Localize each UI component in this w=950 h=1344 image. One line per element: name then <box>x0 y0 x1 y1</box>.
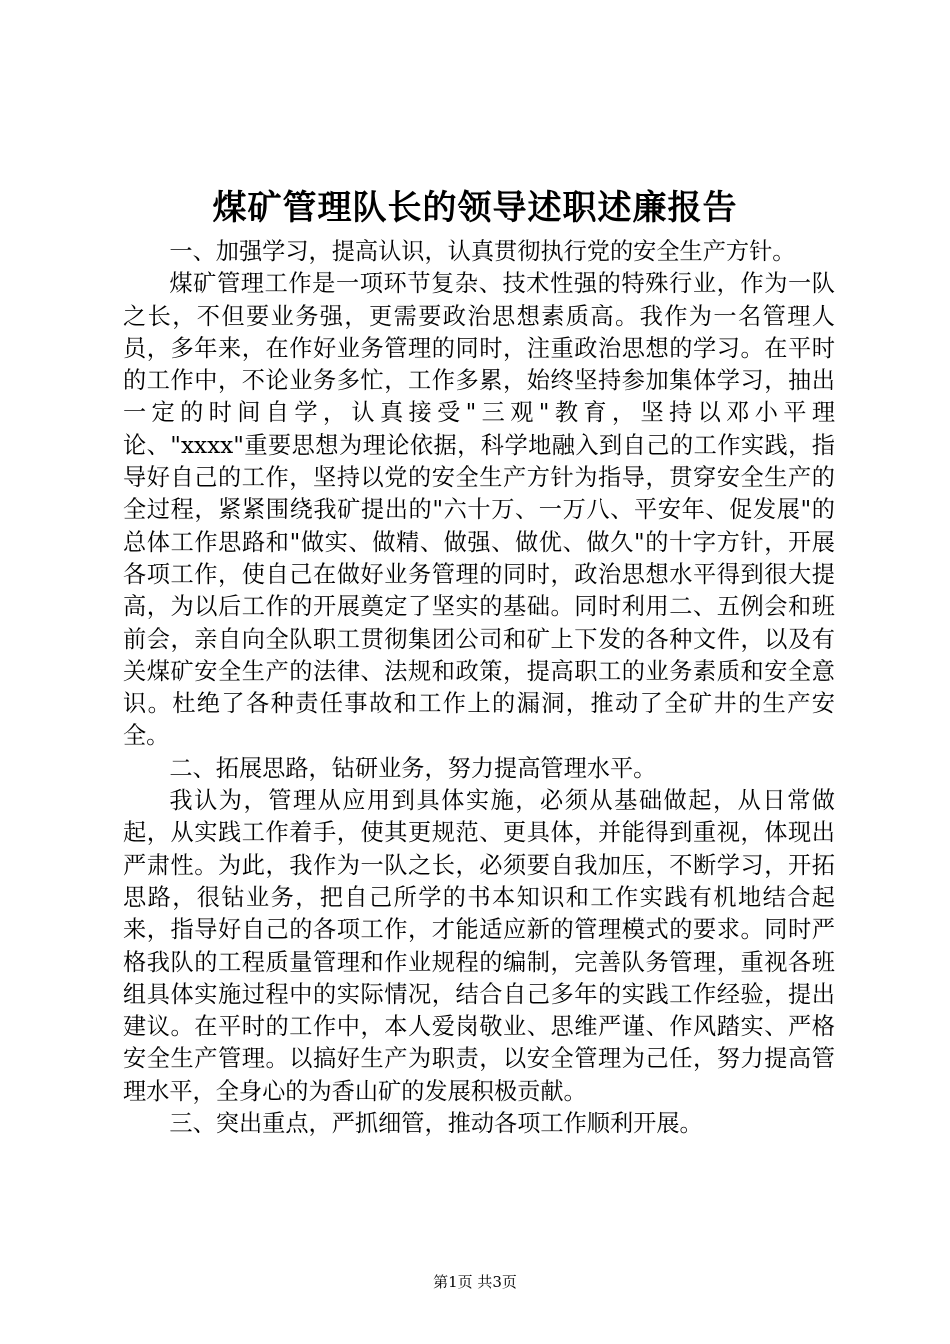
body-paragraph-2: 我认为，管理从应用到具体实施，必须从基础做起，从日常做起，从实践工作着手，使其更规范、更具体，并能得到重视，体现出严肃性。为此，我作为一队之长，必须要自我加压，不断学习，开拓思路，很钻业务，把自己所学的书本知识和工作实践有机地结合起来，指导好自己的各项工作，才能适应新的管理模式的要求。同时严格我队的工程质量管理和作业规程的编制，完善队务管理，重视各班组具体实施过程中的实际情况，结合自己多年的实践工作经验，提出建议。在平时的工作中，本人爱岗敬业、思维严谨、作风踏实、严格安全生产管理。以搞好生产为职责，以安全管理为己任，努力提高管理水平，全身心的为香山矿的发展积极贡献。 <box>123 787 835 1105</box>
body-paragraph-1: 煤矿管理工作是一项环节复杂、技术性强的特殊行业，作为一队之长，不但要业务强，更需要政治思想素质高。我作为一名管理人员，多年来，在作好业务管理的同时，注重政治思想的学习。在平时的工作中，不论业务多忙，工作多累，始终坚持参加集体学习，抽出一定的时间自学，认真接受"三观"教育，坚持以邓小平理论、"xxxx"重要思想为理论依据，科学地融入到自己的工作实践，指导好自己的工作，坚持以党的安全生产方针为指导，贯穿安全生产的全过程，紧紧围绕我矿提出的"六十万、一万八、平安年、促发展"的总体工作思路和"做实、做精、做强、做优、做久"的十字方针，开展各项工作，使自己在做好业务管理的同时，政治思想水平得到很大提高，为以后工作的开展奠定了坚实的基础。同时利用二、五例会和班前会，亲自向全队职工贯彻集团公司和矿上下发的各种文件，以及有关煤矿安全生产的法律、法规和政策，提高职工的业务素质和安全意识。杜绝了各种责任事故和工作上的漏洞，推动了全矿井的生产安全。 <box>123 270 835 750</box>
page-number-footer: 第1页 共3页 <box>433 1273 517 1291</box>
page-title: 煤矿管理队长的领导述职述廉报告 <box>212 188 738 228</box>
section-heading-3: 三、突出重点，严抓细管，推动各项工作顺利开展。 <box>169 1110 703 1138</box>
section-heading-1: 一、加强学习，提高认识，认真贯彻执行党的安全生产方针。 <box>169 238 796 265</box>
document-body <box>123 236 835 1140</box>
section-heading-2: 二、拓展思路，钻研业务，努力提高管理水平。 <box>169 754 657 782</box>
